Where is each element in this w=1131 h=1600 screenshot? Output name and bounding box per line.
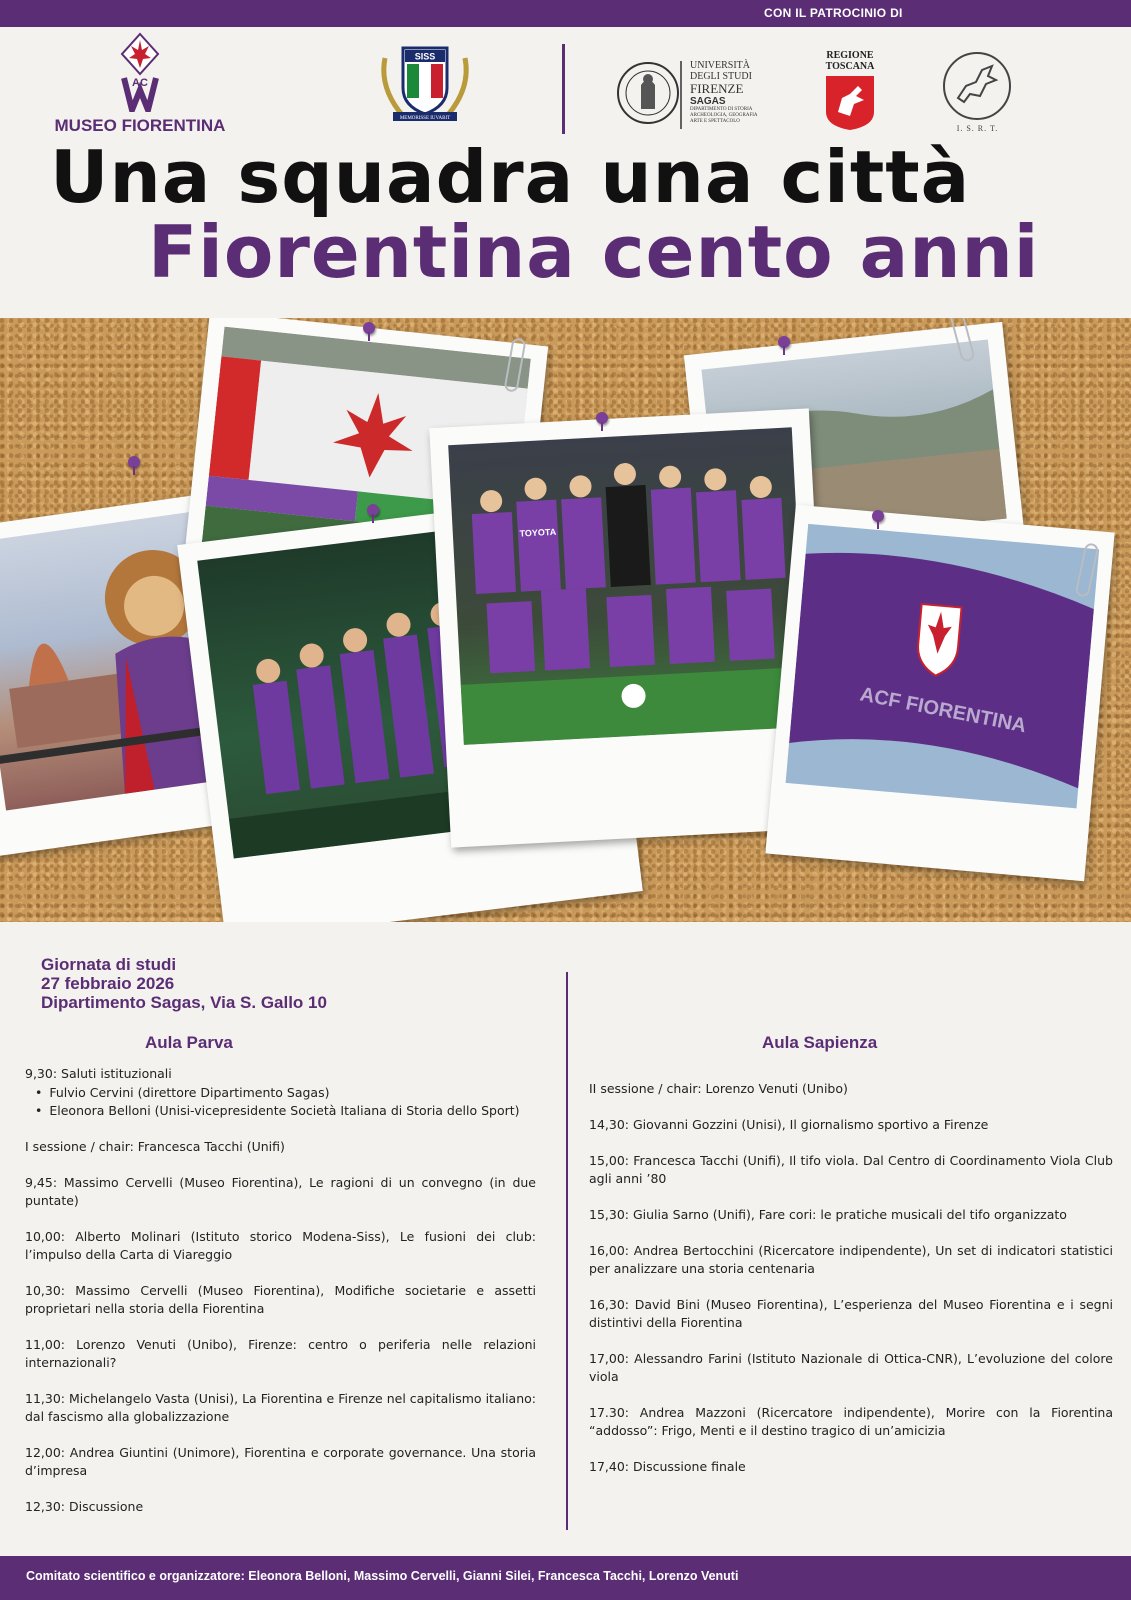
event-type: Giornata di studi — [41, 955, 177, 974]
museo-name: MUSEO FIORENTINA — [54, 116, 226, 135]
program-item: 11,30: Michelangelo Vasta (Unisi), La Fiorentina e Firenze nel capitalismo italiano: dal fascismo alla globalizzazione — [25, 1391, 536, 1424]
team-players-icon — [448, 427, 807, 745]
program-item: 11,00: Lorenzo Venuti (Unibo), Firenze: centro o periferia nelle relazioni internazionali? — [25, 1337, 536, 1370]
program-item: 9,45: Massimo Cervelli (Museo Fiorentina), Le ragioni di un convegno (in due puntate) — [25, 1175, 536, 1208]
pin-icon — [363, 322, 375, 334]
unifi-line-3: FIRENZE — [690, 81, 744, 96]
program-item: II sessione / chair: Lorenzo Venuti (Unibo) — [589, 1081, 848, 1096]
regione-line-2: TOSCANA — [825, 61, 875, 72]
pin-icon — [367, 504, 379, 516]
regione-line-1: REGIONE — [826, 50, 874, 61]
program-item: 10,30: Massimo Cervelli (Museo Fiorentina), Modifiche societarie e assetti proprietari nella storia della Fiorentina — [25, 1283, 536, 1316]
opening-item: 9,30: Saluti istituzionali — [25, 1066, 172, 1081]
jersey-sponsor-text: TOYOTA — [519, 526, 557, 539]
greeter-item: • Eleonora Belloni (Unisi-vicepresidente Società Italiana di Storia dello Sport) — [35, 1102, 536, 1120]
event-venue: Dipartimento Sagas, Via S. Gallo 10 — [41, 993, 327, 1012]
pin-icon — [778, 336, 790, 348]
patronage-label: CON IL PATROCINIO DI — [764, 6, 903, 20]
photo-team-2000s — [429, 408, 830, 847]
siss-motto: MEMORISSE IUVABIT — [399, 116, 451, 121]
program-item: 10,00: Alberto Molinari (Istituto storico Modena-Siss), Le fusioni dei club: l’impulso della Carta di Viareggio — [25, 1229, 536, 1262]
unifi-line-2: DEGLI STUDI — [690, 71, 752, 82]
siss-label: SISS — [414, 51, 436, 62]
main-subtitle: Fiorentina cento anni — [148, 210, 1040, 294]
photo-acf-flag — [765, 505, 1114, 882]
opening-block — [25, 1065, 536, 1120]
unifi-logo — [615, 55, 765, 135]
regione-toscana-text — [820, 50, 880, 72]
program-item: 16,30: David Bini (Museo Fiorentina), L’esperienza del Museo Fiorentina e i segni distintivi della Fiorentina — [589, 1297, 1113, 1330]
program-item: 16,00: Andrea Bertocchini (Ricercatore indipendente), Un set di indicatori statistici per analizzare una storia centenaria — [589, 1243, 1113, 1276]
program-item: 17,00: Alessandro Farini (Istituto Nazionale di Ottica-CNR), L’evoluzione del colore viola — [589, 1351, 1113, 1384]
unifi-text — [690, 60, 765, 125]
header-divider — [562, 44, 565, 134]
top-bar — [0, 0, 1131, 27]
unifi-seal-icon — [615, 55, 685, 135]
column-divider — [566, 972, 568, 1530]
program-item: 12,00: Andrea Giuntini (Unimore), Fiorentina e corporate governance. Una storia d’impresa — [25, 1445, 536, 1478]
regione-toscana-logo — [820, 50, 880, 135]
committee-text: Comitato scientifico e organizzatore: Eleonora Belloni, Massimo Cervelli, Gianni Silei, Francesca Tacchi, Lorenzo Venuti — [26, 1569, 739, 1583]
isrt-pegasus-icon — [940, 50, 1015, 122]
program-item: 15,30: Giulia Sarno (Unifi), Fare cori: le pratiche musicali del tifo organizzato — [589, 1207, 1067, 1222]
pegasus-shield-icon — [820, 72, 880, 132]
main-title: Una squadra una città — [50, 135, 971, 219]
siss-logo — [375, 38, 475, 128]
greeter-item: • Fulvio Cervini (direttore Dipartimento Sagas) — [35, 1084, 536, 1102]
flag-icon — [786, 524, 1100, 808]
flag-text: ACF FIORENTINA — [858, 683, 1029, 738]
isrt-label: I. S. R. T. — [956, 124, 999, 133]
program-item: 17,40: Discussione finale — [589, 1459, 746, 1474]
program-item: 12,30: Discussione — [25, 1499, 144, 1514]
program-item: 17.30: Andrea Mazzoni (Ricercatore indipendente), Morire con la Fiorentina “addosso”: Frigo, Menti e il destino tragico di un’amicizia — [589, 1405, 1113, 1438]
photo-collage-board — [0, 318, 1131, 922]
siss-shield-icon — [375, 38, 475, 128]
unifi-dept: SAGAS — [690, 96, 726, 107]
unifi-dept-full: DIPARTIMENTO DI STORIA ARCHEOLOGIA, GEOGRAFIA ARTE E SPETTACOLO — [690, 107, 758, 124]
museo-fiorentina-logo — [50, 32, 230, 142]
room-title-parva: Aula Parva — [145, 1033, 233, 1052]
isrt-logo — [940, 50, 1015, 140]
program-right — [589, 1080, 1113, 1494]
program-item: 15,00: Francesca Tacchi (Unifi), Il tifo viola. Dal Centro di Coordinamento Viola Club agli anni ’80 — [589, 1153, 1113, 1186]
room-title-sapienza: Aula Sapienza — [762, 1033, 878, 1052]
pin-icon — [128, 456, 140, 468]
fiorentina-lily-icon — [50, 32, 230, 112]
museo-monogram: AC — [132, 77, 148, 89]
event-date: 27 febbraio 2026 — [41, 974, 175, 993]
pin-icon — [872, 510, 884, 522]
unifi-line-1: UNIVERSITÀ — [690, 60, 750, 71]
program-item: 14,30: Giovanni Gozzini (Unisi), Il giornalismo sportivo a Firenze — [589, 1117, 989, 1132]
event-info — [41, 955, 327, 1012]
greeters-list — [35, 1084, 536, 1120]
pin-icon — [596, 412, 608, 424]
footer-bar — [0, 1556, 1131, 1600]
program-item: I sessione / chair: Francesca Tacchi (Unifi) — [25, 1139, 285, 1154]
program-left — [25, 1065, 536, 1534]
